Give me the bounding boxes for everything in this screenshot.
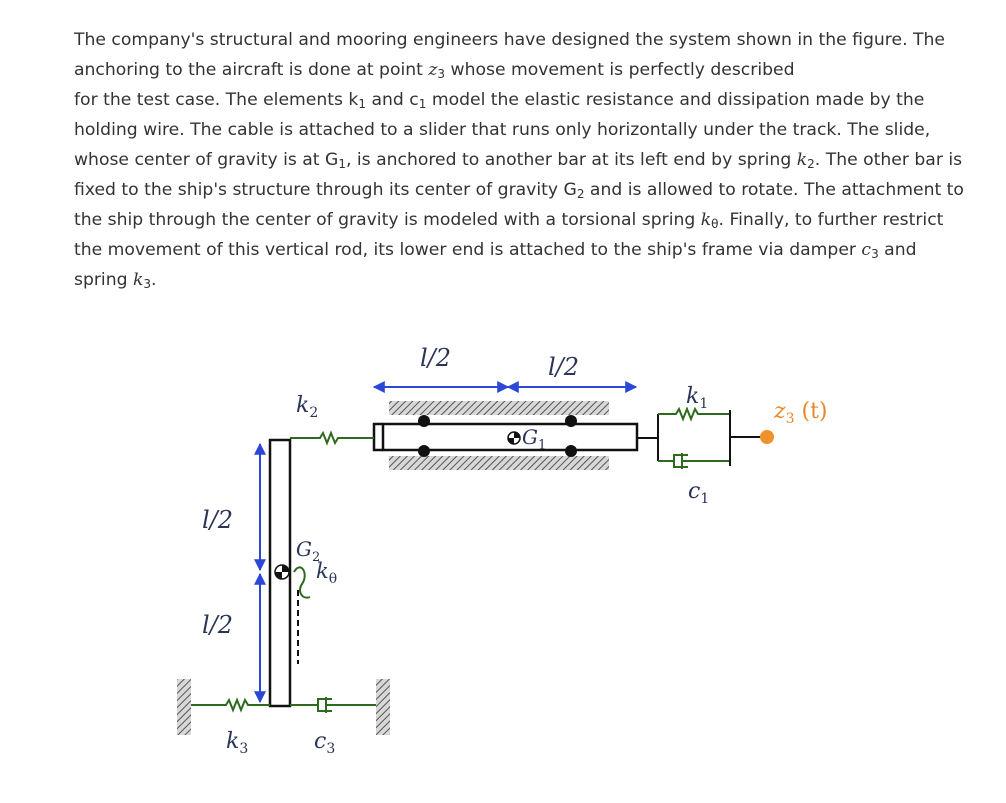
center-of-gravity-g1-icon [508,432,520,444]
paragraph-line-7: the ship through the center of gravity is modeled with a torsional spring $k_\theta$. Finally, to further restrict [74,210,944,231]
paragraph-line-6: fixed to the ship's structure through its center of gravity $G_2$ and is allowed to rotate. The attachment to [74,180,964,201]
roller [565,445,577,457]
slider-left-bracket [374,424,383,450]
spring-k1 [658,409,730,419]
ground-wall-left [177,679,191,735]
torsional-spring-ktheta [294,567,310,597]
dimension-label-left-upper: l/2 [202,506,234,534]
track-lower-rail [389,456,609,470]
track-upper-rail [389,401,609,415]
paragraph-line-3: for the test case. The elements $k_1$ and $c_1$ model the elastic resistance and dissipation made by the [74,90,925,111]
damper-c1 [658,453,730,469]
center-of-gravity-g2-icon [275,565,289,579]
paragraph-line-8: the movement of this vertical rod, its lower end is attached to the ship's frame via damper $c_3$ and [74,240,917,261]
paragraph-line-9: spring $k_3$. [74,270,157,291]
ktheta-label: $k_\theta$ [316,559,338,587]
c3-label: $c_3$ [314,729,336,757]
z3-label: $z_3$ (t) [774,399,828,427]
roller [418,415,430,427]
g2-label: $G_2$ [296,537,321,565]
damper-c3 [290,697,376,713]
roller [565,415,577,427]
paragraph-line-5: whose center of gravity is at $G_1$, is anchored to another bar at its left end by spring $k_2$. The other bar is [74,150,963,171]
k3-label: $k_3$ [226,729,249,757]
dimension-label-top-left: l/2 [420,344,452,372]
k1-label: $k_1$ [686,384,709,412]
spring-k2 [290,433,374,443]
k2-label: $k_2$ [296,393,319,421]
dimension-label-left-lower: l/2 [202,611,234,639]
paragraph-line-4: holding wire. The cable is attached to a slider that runs only horizontally under the track. The slide, [74,120,931,140]
spring-k3 [191,700,270,710]
c1-label: $c_1$ [688,479,710,507]
roller [418,445,430,457]
g1-label: $G_1$ [522,425,547,453]
paragraph-line-1: The company's structural and mooring engineers have designed the system shown in the figure. The [74,30,945,50]
ground-wall-right [376,679,390,735]
anchor-point-z3 [760,430,774,444]
paragraph-line-2: anchoring to the aircraft is done at point $z_3$ whose movement is perfectly described [74,60,795,81]
dimension-label-top-right: l/2 [548,353,580,381]
